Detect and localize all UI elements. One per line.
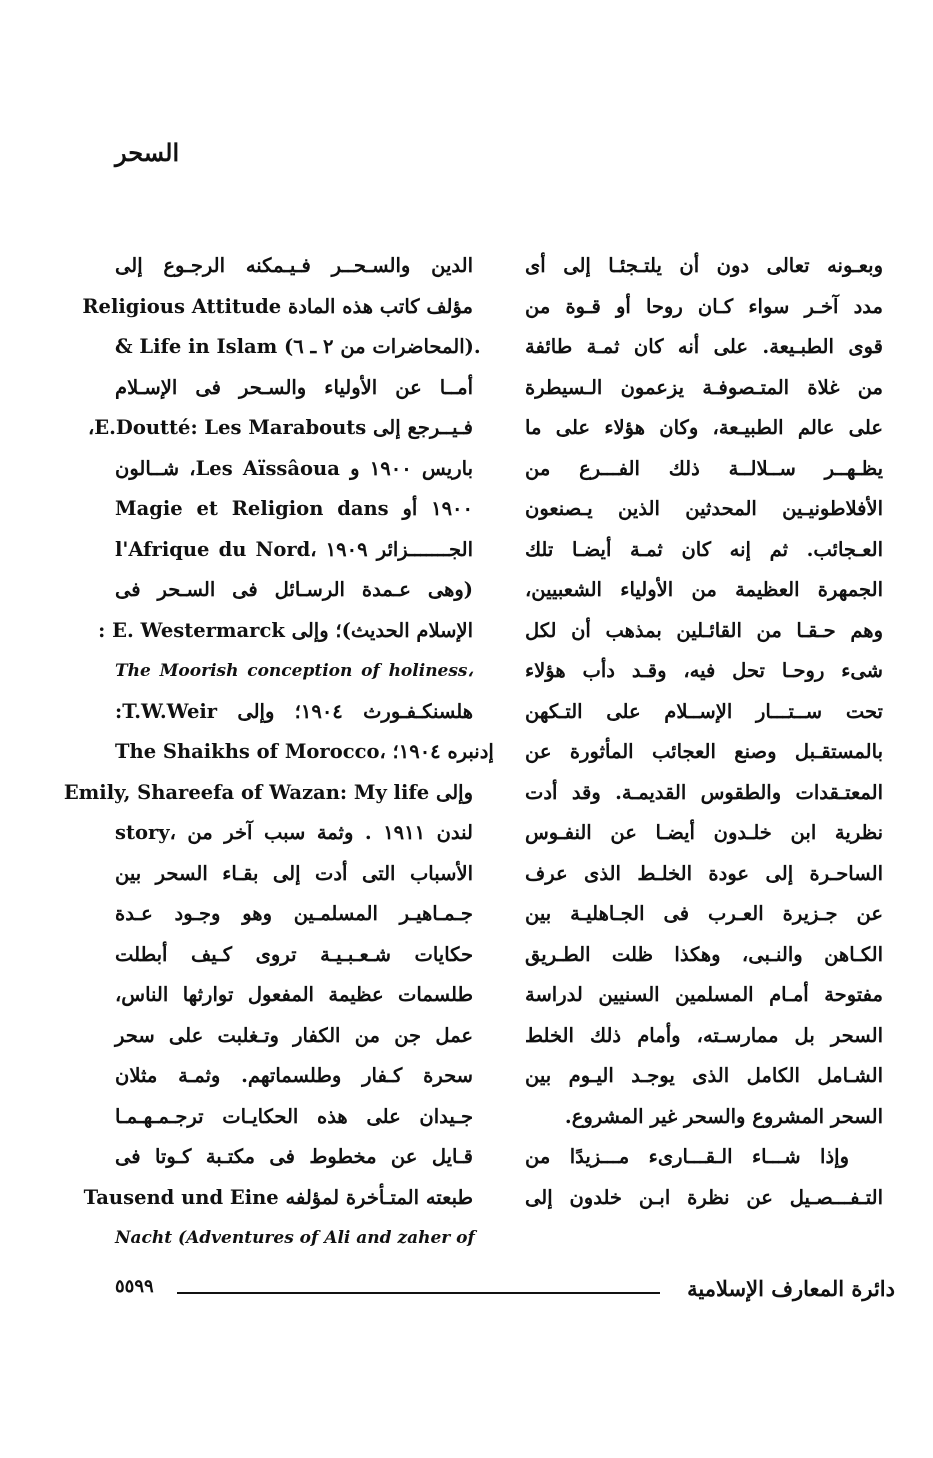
text-line: جـمـاهيـر المسلمـين وهو وجـود عـدة (115, 902, 473, 925)
text-line: شىء روحـا تحل فيه، وقـد دأب هؤلاء (525, 659, 883, 682)
text-line: الكـاهن والنـبى، وهكذا ظلت الطـريق (525, 942, 883, 966)
page-number: ٥٥٩٩ (115, 1276, 154, 1297)
publication-title: دائرة المعارف الإسلامية (687, 1276, 895, 1301)
right-column (525, 246, 883, 1218)
page-footer (115, 1276, 895, 1306)
text-line: طبعته المتـأخرة لمؤلفه Tausend und Eine (83, 1185, 473, 1209)
text-line: The Moorish conception of holiness، (115, 661, 473, 681)
footer-rule (177, 1292, 660, 1294)
running-head: السحر (115, 138, 180, 167)
text-line: التـفـــصـيل عن نظرة ابـن خلدون إلى (525, 1185, 883, 1209)
text-line: & Life in Islam (المحاضرات من ٢ ـ ٦). (115, 335, 481, 358)
text-line: قـايل عن مخطوط فى مكتـبة كـوتا فى (115, 1145, 473, 1168)
text-line: الدين والسـحــر فـيـمكنه الرجـوع إلى (115, 254, 473, 277)
text-line: l'Afrique du Nord، الجـــــــزائر ١٩٠٩ (115, 537, 473, 561)
text-line: وبعـونه تعالى دون أن يلتـجئـا إلى أى (525, 254, 883, 277)
text-line: على عالم الطبيـعة، وكان هؤلاء على ما (525, 416, 883, 439)
text-line: هلسنكـفـورث ١٩٠٤؛ وإلى T.W.Weir: (115, 699, 474, 723)
left-column (63, 246, 494, 1259)
text-line: السحر بل ممارسـته، وأمام ذلك الخلط (525, 1023, 883, 1047)
text-line: عمل جن من الكفار وتـغلبت على سحر (115, 1023, 473, 1047)
text-line: الإسلام الحديث)؛ وإلى E. Westermarck : (98, 618, 473, 642)
text-line: بالمستقـبل وصنع العجائب المأثورة عن (525, 740, 883, 763)
text-line: ١٩٠٠ أو Magie et Religion dans (115, 497, 473, 520)
text-line: طلسمات عظيمة المفعول توارثها الناس، (115, 983, 473, 1006)
text-line: المعتـقدات والطقوس القديمـة. وقد أدت (525, 780, 883, 804)
text-line: فـيــرجع إلى E.Doutté: Les Marabouts، (87, 416, 473, 439)
paragraph-last-line: السحر المشروع والسحر غير المشروع. (564, 1104, 883, 1128)
text-line: عن جـزيرة العـرب فى الجـاهليـة بين (525, 902, 883, 925)
text-line: (وهى عـمدة الرسـائل فى السـحر فى (115, 578, 473, 601)
text-line: باريس ١٩٠٠ و Les Aïssâoua، شــالون (115, 456, 473, 480)
text-line: جـيدان على هذه الحكايـات ترجـمـهـمـا (115, 1104, 473, 1128)
paragraph-first-line: وإذا شـــاء الـقـــارىء مـــزيدًا من (525, 1145, 849, 1168)
text-line: الساحـرة إلى عودة الخلـط الذى عرف (525, 861, 883, 885)
text-line: العـجائب. ثم إنه كان ثمـة أيضـا تلك (525, 537, 883, 561)
text-line: يظـهــر ســلالــة ذلك الفـــرع من (525, 456, 883, 480)
text-line: وهم حـقـا من القائـلين بمذهب أن لكل (525, 618, 883, 642)
text-line: نظرية ابن خلـدون أيضـا عن النفـوس (525, 821, 883, 844)
text-line: story، لندن ١٩١١ . وثمة سبب آخر من (115, 821, 473, 844)
text-line: الأسباب التى أدت إلى بقـاء السحر بين (115, 861, 473, 885)
text-line: مؤلف كاتب هذه المادة Religious Attitude (82, 294, 473, 318)
text-line: الشـامل الكامل الذى يوجـد اليـوم بين (525, 1064, 883, 1087)
text-line: من غلاة المتـصوفـة يزعمون الـسيطرة (525, 375, 883, 399)
text-line: وإلى Emily, Shareefa of Wazan: My life (63, 780, 473, 804)
text-line: أمــا عن الأولياء والسـحر فى الإسـلام (115, 375, 473, 399)
text-line: The Shaikhs of Morocco، إدنبره ١٩٠٤؛ (115, 740, 494, 763)
text-line: Nacht (Adventures of Ali and zaher of (115, 1228, 475, 1248)
text-line: تحت ســتـــار الإســلام على التـكهن (525, 699, 883, 723)
text-line: قوى الطبـيعة. على أنه كان ثمـة طائفة (525, 335, 883, 358)
text-line: مفتوحة أمـام المسلمين السنيين لدراسة (525, 983, 883, 1006)
text-line: مدد آخـر سواء كـان روحا أو قـوة من (525, 294, 883, 318)
text-line: الجمهرة العظيمة من الأولياء الشعبيين، (525, 578, 883, 601)
text-line: سحرة كـفار وطلسماتهم. وثمـة مثلان (115, 1064, 473, 1087)
text-line: الأفلاطونيـين المحدثين الذين يـصنعون (525, 497, 883, 520)
text-line: حكايات شـعـبـيـة تروى كـيف أبطلت (115, 942, 473, 966)
